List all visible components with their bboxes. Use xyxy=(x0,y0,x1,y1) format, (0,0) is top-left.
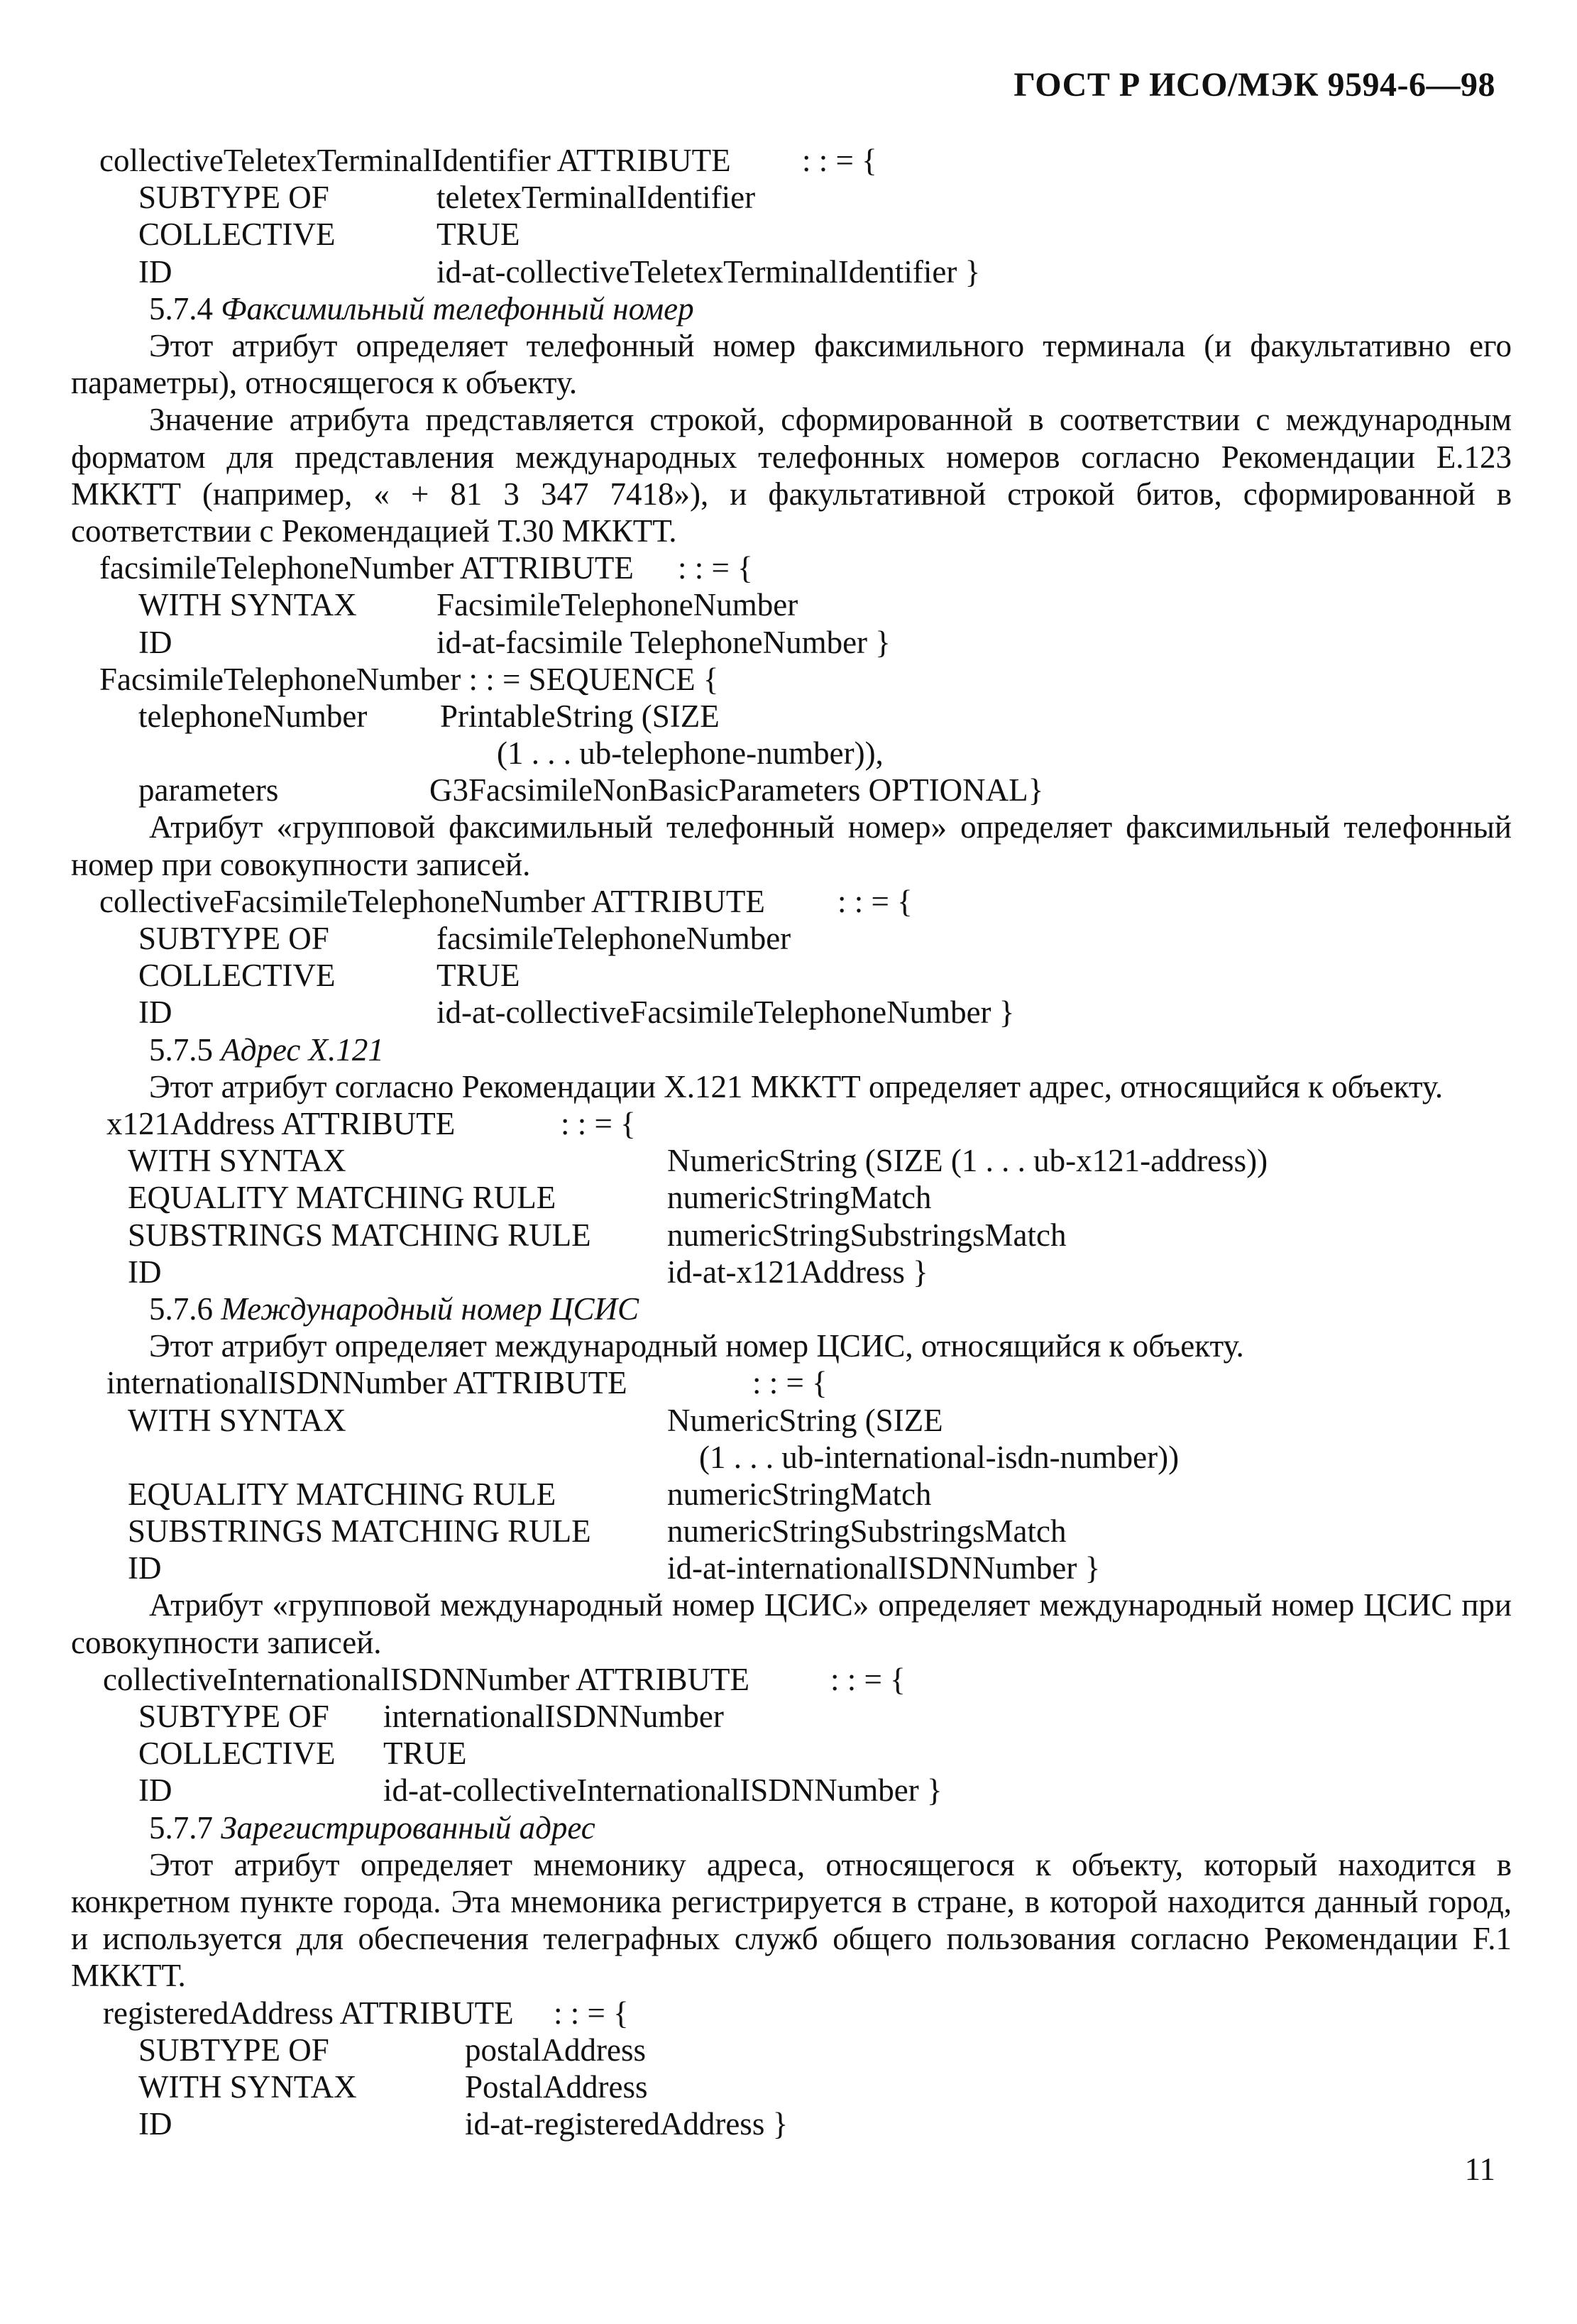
asn1-key: ID xyxy=(128,1550,162,1586)
asn1-value: facsimileTelephoneNumber xyxy=(436,921,791,957)
asn1-value: id-at-registeredAddress } xyxy=(465,2106,788,2142)
asn1-key: COLLECTIVE xyxy=(138,216,336,253)
document-header: ГОСТ Р ИСО/МЭК 9594-6—98 xyxy=(1013,66,1495,104)
paragraph: Атрибут «групповой факсимильный телефонный номер» определяет факсимильный телефонный номер при совокупности записей. xyxy=(71,809,1512,882)
paragraph: Этот атрибут определяет телефонный номер факсимильного терминала (и факультативно его параметры), относящегося к объекту. xyxy=(71,327,1512,401)
section-title: Адрес X.121 xyxy=(221,1031,384,1068)
asn1-head: facsimileTelephoneNumber ATTRIBUTE xyxy=(99,550,634,586)
asn1-value: internationalISDNNumber xyxy=(383,1699,724,1735)
asn1-value: numericStringSubstringsMatch xyxy=(667,1217,1067,1253)
asn1-value: id-at-x121Address } xyxy=(667,1254,928,1290)
asn1-key: SUBTYPE OF xyxy=(138,1699,329,1735)
section-heading xyxy=(71,1290,1512,1327)
asn1-value: id-at-collectiveTeletexTerminalIdentifier } xyxy=(436,253,981,290)
asn1-head: registeredAddress ATTRIBUTE xyxy=(103,1995,514,2031)
asn1-key: SUBSTRINGS MATCHING RULE xyxy=(128,1513,591,1550)
asn1-key: parameters xyxy=(138,772,279,809)
section-title: Международный номер ЦСИС xyxy=(221,1290,639,1327)
section-heading xyxy=(71,290,1512,327)
asn1-key: EQUALITY MATCHING RULE xyxy=(128,1476,556,1512)
asn1-head: x121Address ATTRIBUTE xyxy=(106,1106,456,1142)
asn1-head: FacsimileTelephoneNumber : : = SEQUENCE { xyxy=(99,661,719,697)
asn1-value: teletexTerminalIdentifier xyxy=(436,180,756,216)
asn1-value: numericStringMatch xyxy=(667,1180,932,1216)
paragraph: Этот атрибут определяет международный номер ЦСИС, относящийся к объекту. xyxy=(149,1328,1244,1364)
asn1-operator: : : = { xyxy=(830,1661,906,1697)
asn1-value: PostalAddress xyxy=(465,2069,648,2105)
asn1-key: telephoneNumber xyxy=(138,698,368,734)
asn1-value: numericStringSubstringsMatch xyxy=(667,1513,1067,1550)
section-heading xyxy=(71,1031,1512,1068)
asn1-key: SUBTYPE OF xyxy=(138,180,329,216)
asn1-head: internationalISDNNumber ATTRIBUTE xyxy=(106,1365,627,1401)
asn1-value: FacsimileTelephoneNumber xyxy=(436,587,798,623)
asn1-operator: : : = { xyxy=(554,1995,629,2031)
asn1-operator: : : = { xyxy=(561,1106,636,1142)
asn1-value: PrintableString (SIZE xyxy=(440,698,720,734)
paragraph: Значение атрибута представляется строкой, сформированной в соответствии с международным форматом для представления международных телефонных номеров согласно Рекомендации Е.123 МККТТ (например, « + 81 3 347 7418»), и факультативной строкой битов, сформированной в соответствии с Рекомендацией Т.30 МККТТ. xyxy=(71,402,1512,549)
asn1-value: numericStringMatch xyxy=(667,1476,932,1512)
document-body xyxy=(71,142,1512,2142)
asn1-key: SUBTYPE OF xyxy=(138,921,329,957)
asn1-value: id-at-facsimile TelephoneNumber } xyxy=(436,624,891,660)
section-number: 5.7.4 xyxy=(149,290,213,327)
paragraph: Этот атрибут согласно Рекомендации X.121 МККТТ определяет адрес, относящийся к объекту. xyxy=(149,1068,1444,1105)
asn1-key: WITH SYNTAX xyxy=(138,2069,357,2105)
asn1-value: id-at-internationalISDNNumber } xyxy=(667,1550,1101,1586)
asn1-key: ID xyxy=(138,2106,172,2142)
asn1-key: ID xyxy=(128,1254,162,1290)
asn1-value: TRUE xyxy=(383,1736,467,1772)
asn1-head: collectiveFacsimileTelephoneNumber ATTRIBUTE xyxy=(99,883,765,919)
asn1-key: COLLECTIVE xyxy=(138,958,336,994)
asn1-value: (1 . . . ub-telephone-number)), xyxy=(497,735,884,772)
asn1-value: id-at-collectiveInternationalISDNNumber } xyxy=(383,1772,943,1809)
asn1-value: NumericString (SIZE xyxy=(667,1402,943,1438)
asn1-operator: : : = { xyxy=(678,550,753,586)
asn1-head: collectiveInternationalISDNNumber ATTRIBUTE xyxy=(103,1661,750,1697)
asn1-value: id-at-collectiveFacsimileTelephoneNumber } xyxy=(436,994,1015,1031)
asn1-key: WITH SYNTAX xyxy=(138,587,357,623)
asn1-key: COLLECTIVE xyxy=(138,1736,336,1772)
asn1-key: ID xyxy=(138,994,172,1031)
section-title: Факсимильный телефонный номер xyxy=(221,290,694,327)
asn1-value: TRUE xyxy=(436,958,520,994)
section-heading xyxy=(71,1809,1512,1846)
asn1-operator: : : = { xyxy=(802,143,877,178)
asn1-value: G3FacsimileNonBasicParameters OPTIONAL} xyxy=(429,772,1044,809)
asn1-key: SUBSTRINGS MATCHING RULE xyxy=(128,1217,591,1253)
asn1-key: WITH SYNTAX xyxy=(128,1402,346,1438)
asn1-key: ID xyxy=(138,253,172,290)
page-number: 11 xyxy=(1464,2152,1495,2187)
asn1-value: (1 . . . ub-international-isdn-number)) xyxy=(699,1439,1180,1475)
section-number: 5.7.6 xyxy=(149,1290,213,1327)
asn1-operator: : : = { xyxy=(752,1365,828,1401)
asn1-key: WITH SYNTAX xyxy=(128,1143,346,1179)
asn1-key: SUBTYPE OF xyxy=(138,2032,329,2068)
section-number: 5.7.7 xyxy=(149,1809,213,1846)
section-title: Зарегистрированный адрес xyxy=(221,1809,595,1846)
asn1-value: postalAddress xyxy=(465,2032,646,2068)
asn1-key: ID xyxy=(138,624,172,660)
asn1-value: NumericString (SIZE (1 . . . ub-x121-address)) xyxy=(667,1143,1268,1179)
paragraph: Атрибут «групповой международный номер ЦСИС» определяет международный номер ЦСИС при совокупности записей. xyxy=(71,1587,1512,1660)
asn1-operator: : : = { xyxy=(837,883,913,919)
section-number: 5.7.5 xyxy=(149,1031,213,1068)
asn1-key: ID xyxy=(138,1772,172,1809)
paragraph: Этот атрибут определяет мнемонику адреса, относящегося к объекту, который находится в конкретном пункте города. Эта мнемоника регистрируется в стране, в которой находится данный город, и используется для обеспечения телеграфных служб общего пользования согласно Рекомендации F.1 МККТТ. xyxy=(71,1846,1512,1994)
asn1-head: collectiveTeletexTerminalIdentifier ATTRIBUTE xyxy=(99,143,731,178)
asn1-value: TRUE xyxy=(436,216,520,253)
asn1-key: EQUALITY MATCHING RULE xyxy=(128,1180,556,1216)
asn1-block xyxy=(71,142,1512,179)
